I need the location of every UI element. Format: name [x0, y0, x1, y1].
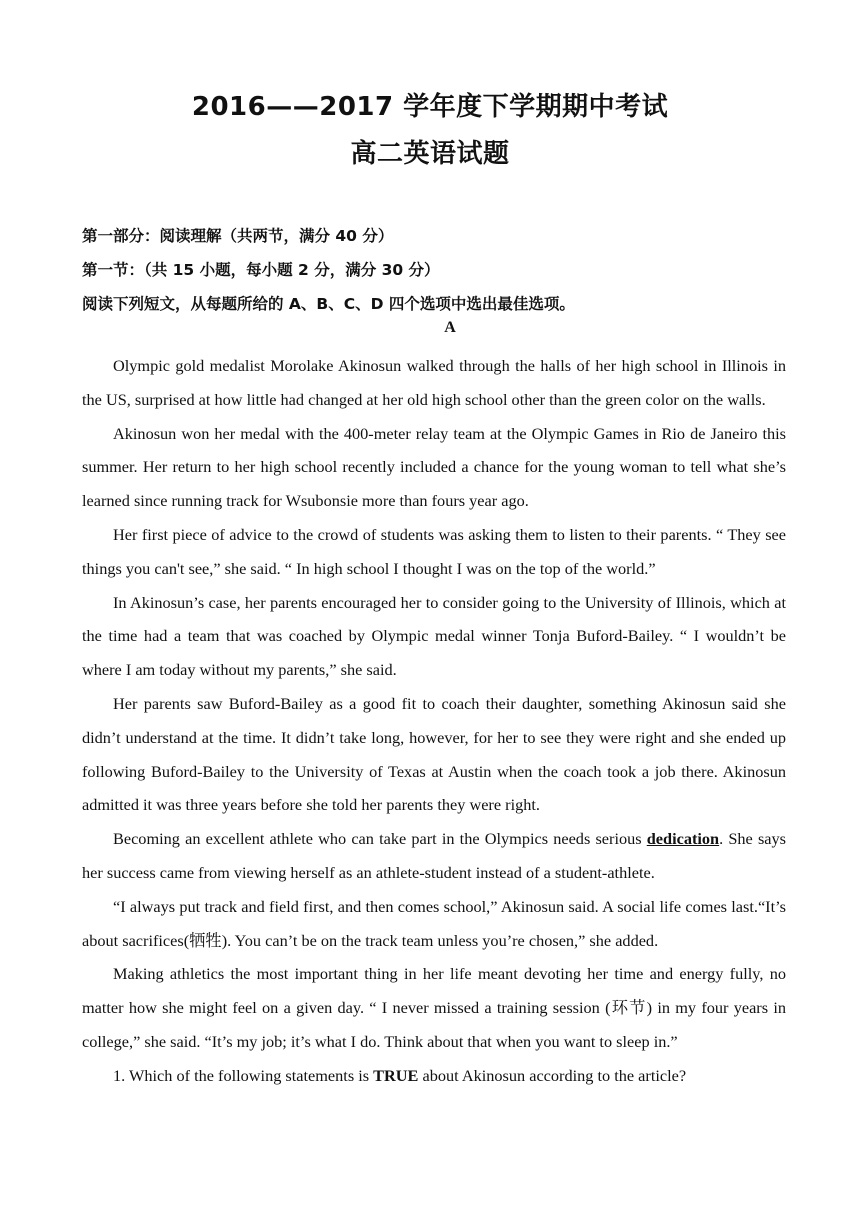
paragraph-6-start: Becoming an excellent athlete who can take part in the Olympics needs serious — [113, 829, 647, 849]
paragraph-6 — [82, 822, 786, 890]
underlined-word: dedication — [646, 829, 720, 849]
exam-subtitle: 高二英语试题 — [350, 139, 510, 169]
paragraph-1: Olympic gold medalist Morolake Akinosun walked through the halls of her high school in Illinois in the US, surprised at how little had changed at her old high school other than the green color on the walls. — [82, 356, 786, 409]
paragraph-4: In Akinosun’s case, her parents encouraged her to consider going to the University of Illinois, which at the time had a team that was coached by Olympic medal winner Tonja Buford-Bailey. “ I wouldn’t be where I am today without my parents,” she said. — [82, 592, 786, 680]
exam-title: 2016——2017 学年度下学期期中考试 — [191, 92, 669, 122]
paragraph-7: “I always put track and field first, and then comes school,” Akinosun said. A social life comes last.“It’s about sacrifices(牺牲). You can’t be on the track team unless you’re chosen,” she added. — [82, 896, 786, 950]
question-1 — [82, 1059, 786, 1093]
passage-label: A — [444, 319, 456, 336]
section-heading: 第一节：（共 15 小题，每小题 2 分，满分 30 分） — [82, 261, 440, 279]
paragraph-6-end: . She says her success came from viewing herself as an athlete-student instead of a student-athlete. — [82, 829, 786, 882]
paragraph-5: Her parents saw Buford-Bailey as a good fit to coach their daughter, something Akinosun said she didn’t understand at the time. It didn’t take long, however, for her to see they were right and she ended up following Buford-Bailey to the University of Texas at Austin when the coach took a job there. Akinosun admitted it was three years before she told her parents they were right. — [82, 693, 786, 815]
question-1-end: about Akinosun according to the article? — [418, 1065, 687, 1085]
paragraph-8: Making athletics the most important thing in her life meant devoting her time and energy fully, no matter how she might feel on a given day. “ I never missed a training session (环节) in my four years in college,” she said. “It’s my job; it’s what I do. Think about that when you want to sleep in.” — [82, 964, 786, 1051]
directions: 阅读下列短文，从每题所给的 A、B、C、D 四个选项中选出最佳选项。 — [82, 295, 575, 313]
paragraph-3: Her first piece of advice to the crowd of students was asking them to listen to their parents. “ They see things you can't see,” she said. “ In high school I thought I was on the top of the world.” — [82, 524, 786, 578]
question-1-emphasis: TRUE — [373, 1065, 419, 1085]
passage-a — [82, 349, 786, 1093]
paragraph-2: Akinosun won her medal with the 400-meter relay team at the Olympic Games in Rio de Janeiro this summer. Her return to her high school recently included a chance for the young woman to tell what she’s learned since running track for Wsubonsie more than fours year ago. — [82, 423, 786, 511]
question-1-start: 1. Which of the following statements is — [113, 1065, 374, 1085]
part-heading: 第一部分：阅读理解（共两节，满分 40 分） — [82, 227, 394, 245]
